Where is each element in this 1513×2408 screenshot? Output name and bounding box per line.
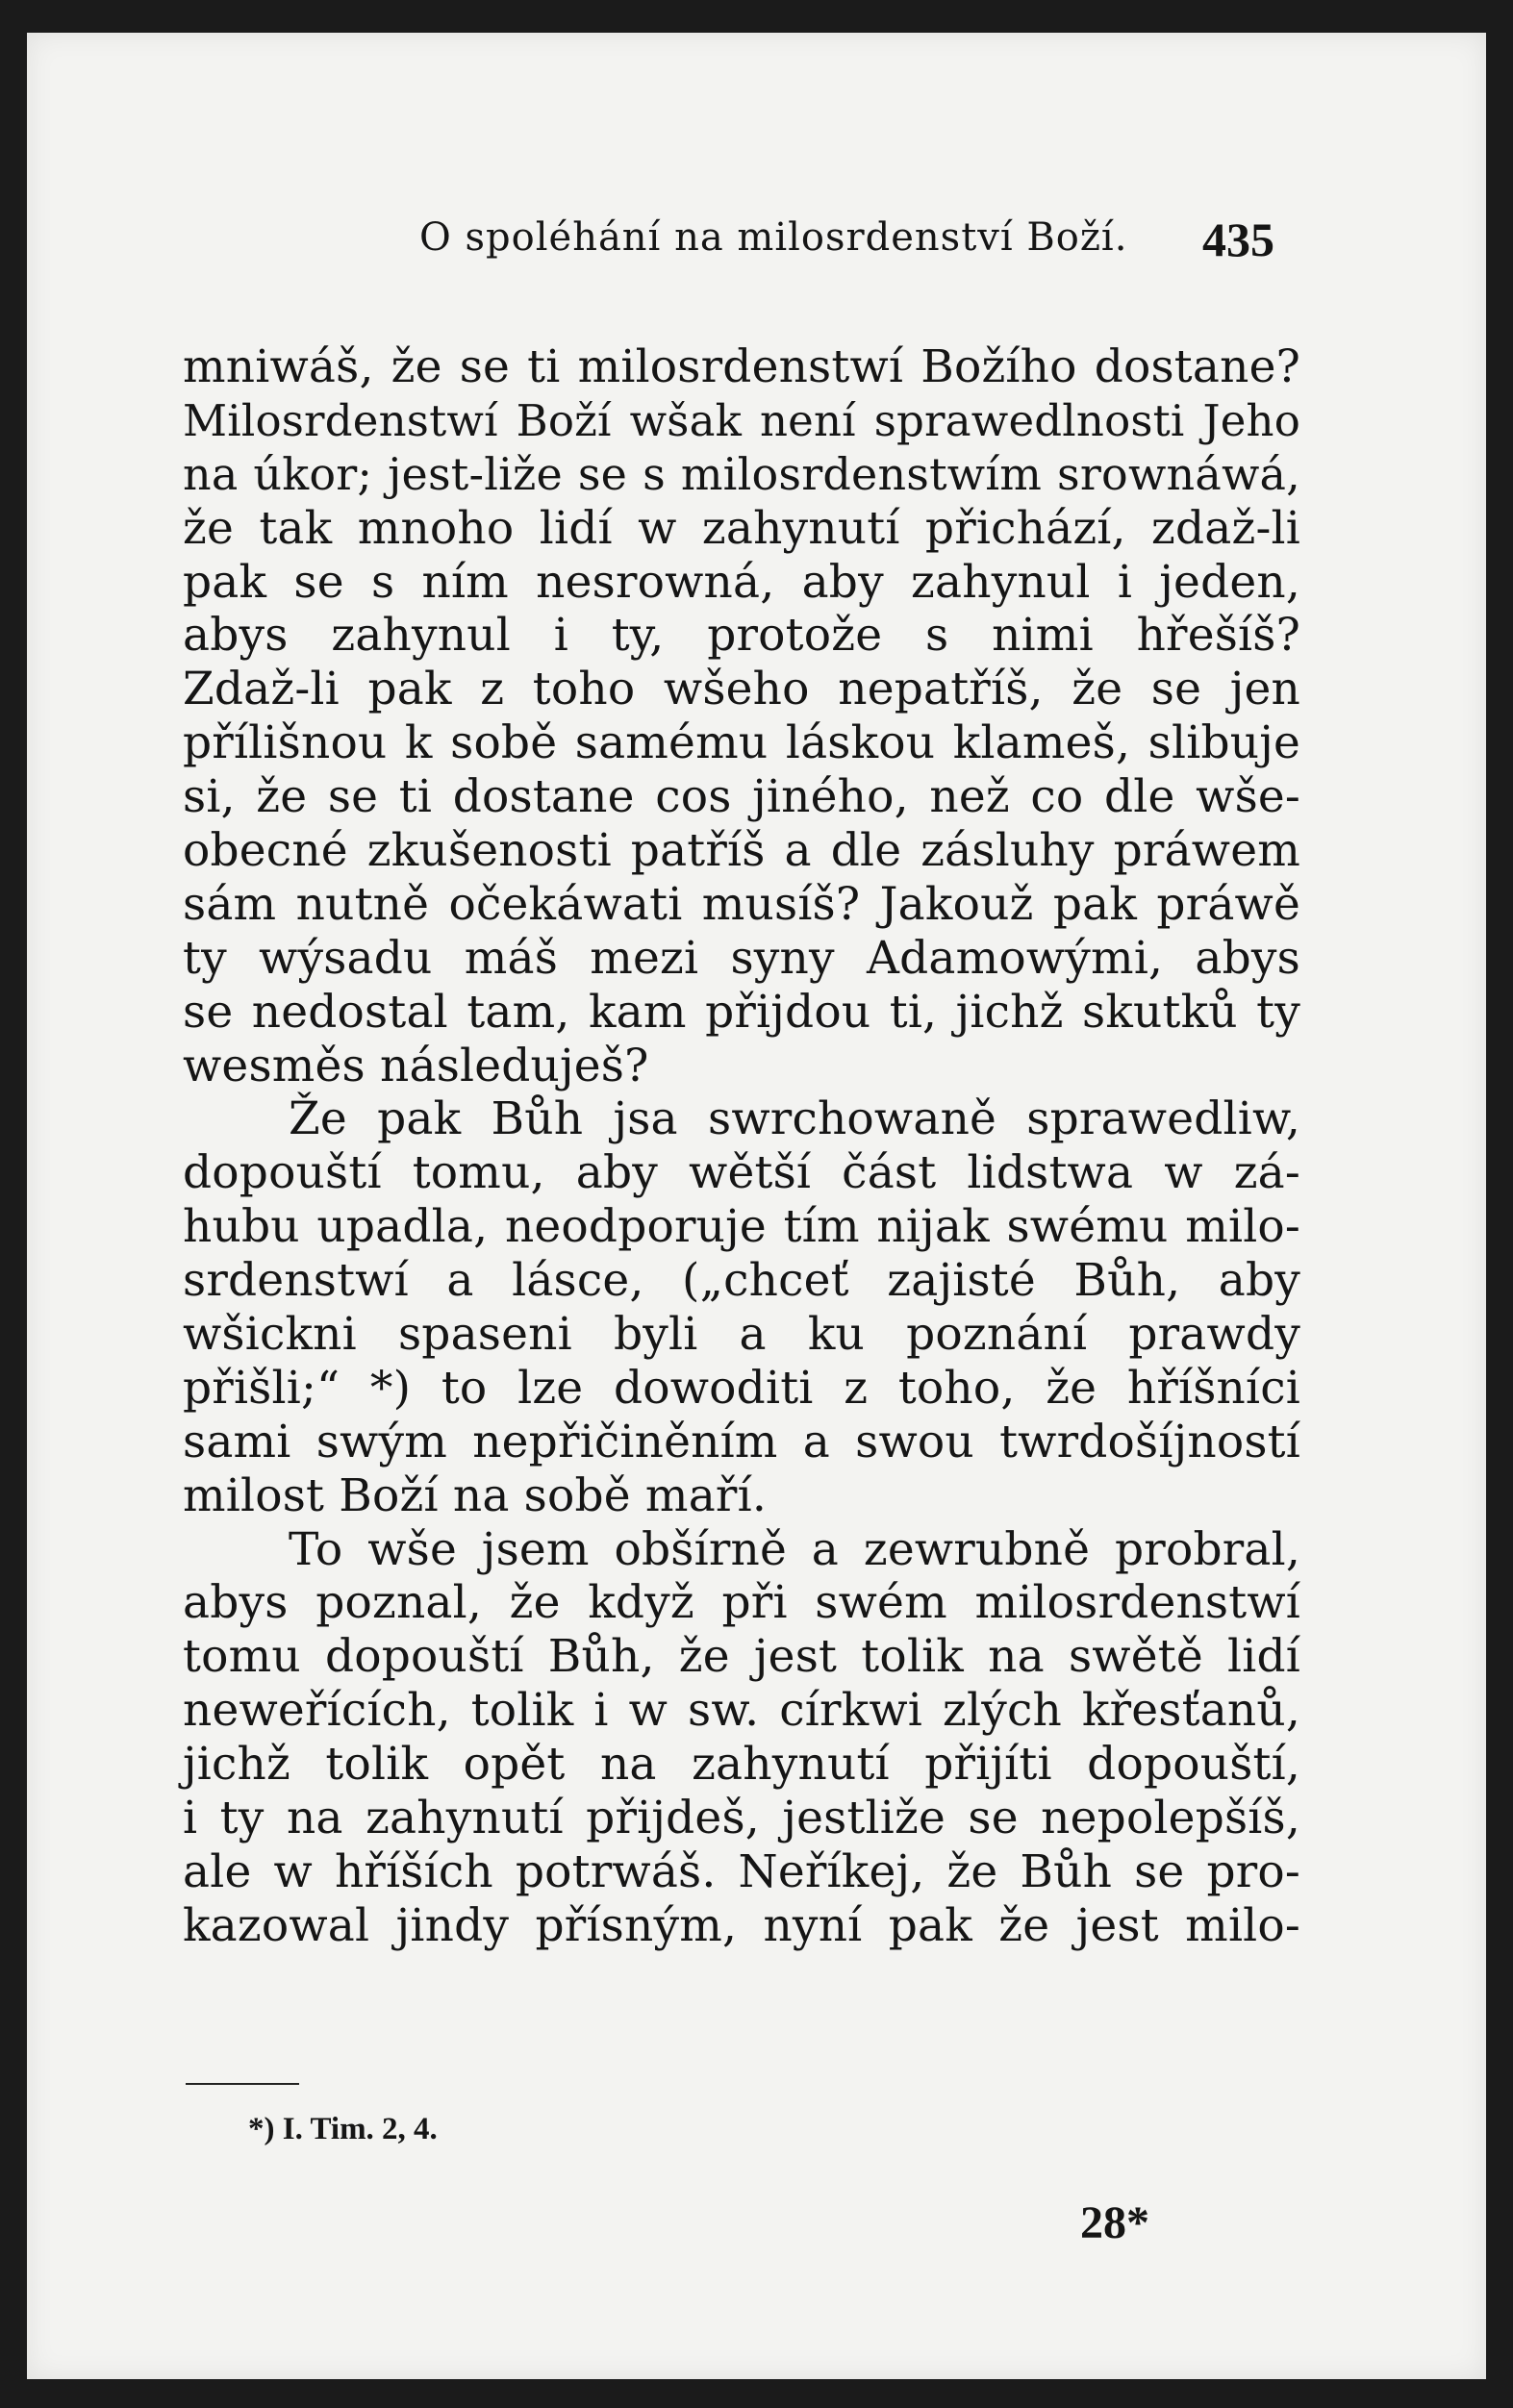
- text-line: přílišnou k sobě samému láskou klameš, slibuje: [183, 716, 1300, 770]
- body-text: [183, 340, 1300, 1953]
- text-line: To wše jsem obšírně a zewrubně probral,: [289, 1522, 1300, 1576]
- printer-signature: 28*: [1080, 2197, 1149, 2248]
- text-line: Zdaž-li pak z toho wšeho nepatříš, že se jen: [183, 663, 1300, 716]
- text-line: tomu dopouští Bůh, že jest tolik na swětě lidí: [183, 1630, 1300, 1684]
- text-line: wesměs následuješ?: [183, 1039, 649, 1092]
- text-line: kazowal jindy přísným, nyní pak že jest milo-: [183, 1898, 1300, 1952]
- text-line: přišli;“ *) to lze dowoditi z toho, že hříšníci: [183, 1361, 1300, 1415]
- text-line: abys zahynul i ty, protože s nimi hřešíš?: [183, 609, 1300, 663]
- text-line: se nedostal tam, kam přijdou ti, jichž skutků ty: [183, 985, 1300, 1039]
- text-line: pak se s ním nesrowná, aby zahynul i jeden,: [183, 555, 1300, 609]
- book-page: [27, 33, 1486, 2379]
- text-line: si, že se ti dostane cos jiného, než co dle wše-: [183, 770, 1300, 824]
- text-line: že tak mnoho lidí w zahynutí přichází, zdaž-li: [183, 501, 1300, 555]
- text-line: hubu upadla, neodporuje tím nijak swému milo-: [183, 1200, 1300, 1254]
- page-number: 435: [1202, 213, 1274, 266]
- text-line: srdenstwí a lásce, („chceť zajisté Bůh, aby: [183, 1254, 1300, 1308]
- text-line: dopouští tomu, aby wětší část lidstwa w zá-: [183, 1146, 1300, 1200]
- text-line: abys poznal, že když při swém milosrdenstwí: [183, 1576, 1300, 1630]
- text-line: milost Boží na sobě maří.: [183, 1468, 767, 1522]
- running-title: O spoléhání na milosrdenství Boží.: [419, 215, 1128, 260]
- footnote-rule: [186, 2083, 299, 2085]
- footnote: *) I. Tim. 2, 4.: [248, 2112, 438, 2146]
- text-line: sami swým nepřičiněním a swou twrdošíjností: [183, 1415, 1300, 1468]
- text-line: neweřících, tolik i w sw. církwi zlých křesťanů,: [183, 1684, 1300, 1738]
- text-line: ty wýsadu máš mezi syny Adamowými, abys: [183, 931, 1300, 985]
- text-line: i ty na zahynutí přijdeš, jestliže se nepolepšíš,: [183, 1792, 1300, 1845]
- text-line: na úkor; jest-liže se s milosrdenstwím srownáwá,: [183, 447, 1300, 500]
- text-line: jichž tolik opět na zahynutí přijíti dopouští,: [183, 1738, 1300, 1792]
- text-line: obecné zkušenosti patříš a dle zásluhy práwem: [183, 824, 1300, 878]
- text-line: mniwáš, že se ti milosrdenstwí Božího dostane?: [183, 340, 1300, 393]
- text-line: ale w hříších potrwáš. Neříkej, že Bůh se pro-: [183, 1844, 1300, 1898]
- text-line: Že pak Bůh jsa swrchowaně sprawedliw,: [289, 1092, 1300, 1146]
- text-line: wšickni spaseni byli a ku poznání prawdy: [183, 1308, 1300, 1362]
- text-line: Milosrdenstwí Boží wšak není sprawedlnosti Jeho: [183, 394, 1300, 446]
- text-line: sám nutně očekáwati musíš? Jakouž pak práwě: [183, 877, 1300, 931]
